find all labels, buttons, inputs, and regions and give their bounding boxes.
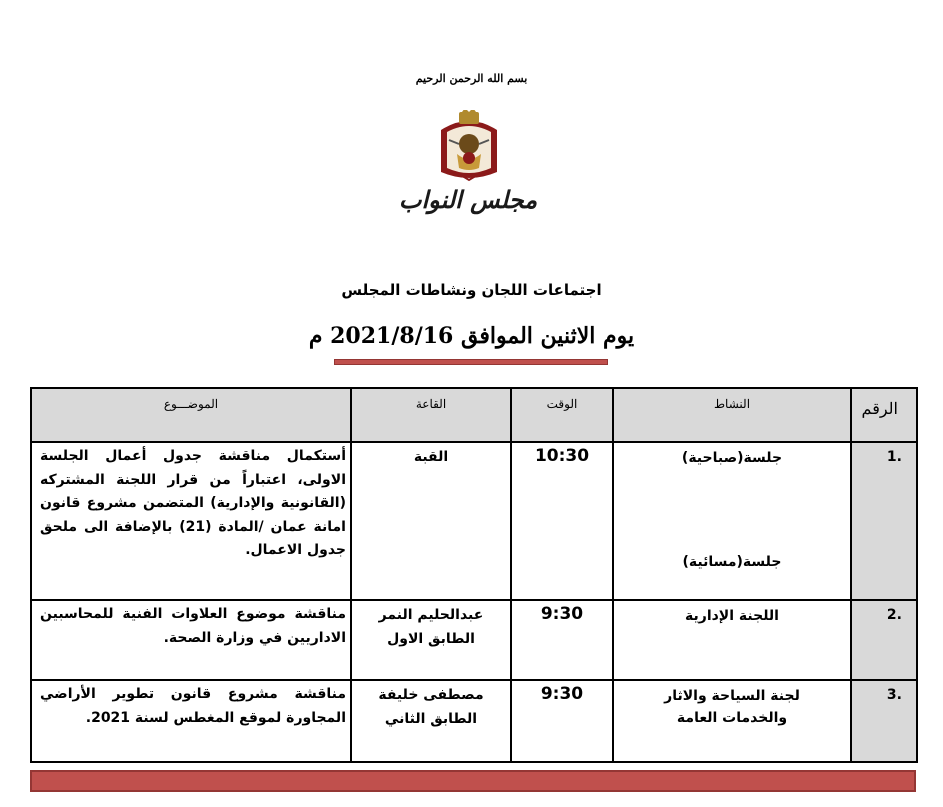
- activity-line: لجنة السياحة والاثار: [664, 688, 800, 704]
- activity-cell: [613, 442, 851, 600]
- column-header-hall: القاعة: [351, 388, 511, 442]
- subject-cell: أستكمال مناقشة جدول أعمال الجلسة الاولى، اعتباراً من قرار اللجنة المشتركه (القانونية والإدارية) المتضمن مشروع قانون امانة عمان /المادة (21) بالإضافة الى ملحق جدول الاعمال.: [31, 442, 351, 600]
- hall-line: عبدالحليم النمر: [378, 607, 484, 623]
- activity-line: جلسة(صباحية): [681, 450, 783, 466]
- table-row: [31, 442, 917, 600]
- date-underline-bar: [334, 359, 608, 365]
- basmala: بسم الله الرحمن الرحيم: [415, 72, 528, 85]
- time-cell: 10:30: [511, 442, 613, 600]
- date-heading: يوم الاثنين الموافق 2021/8/16 م: [308, 323, 635, 349]
- time-cell: 9:30: [511, 600, 613, 680]
- activity-line: اللجنة الإدارية: [685, 608, 779, 624]
- time-cell: 9:30: [511, 680, 613, 762]
- row-number: .1: [851, 442, 917, 600]
- hall-line: مصطفى خليفة: [378, 687, 484, 703]
- parliament-logo-text: مجلس النواب: [398, 185, 538, 214]
- activity-line: جلسة(مسائية): [682, 554, 782, 570]
- hall-cell: [351, 442, 511, 600]
- footer-bar: [30, 770, 916, 792]
- table-row: [31, 600, 917, 680]
- hall-line: القبة: [413, 449, 449, 465]
- column-header-time: الوقت: [511, 388, 613, 442]
- row-number: .2: [851, 600, 917, 680]
- subject-cell: مناقشة مشروع قانون تطوير الأراضي المجاورة لموقع المغطس لسنة 2021.: [31, 680, 351, 762]
- row-number: .3: [851, 680, 917, 762]
- coat-of-arms-emblem: [429, 110, 509, 186]
- hall-cell: [351, 680, 511, 762]
- subject-cell: مناقشة موضوع العلاوات الفنية للمحاسبين الاداريين في وزارة الصحة.: [31, 600, 351, 680]
- hall-line: الطابق الاول: [387, 631, 475, 647]
- activity-line: والخدمات العامة: [676, 710, 788, 726]
- page-title: اجتماعات اللجان ونشاطات المجلس: [341, 281, 602, 299]
- column-header-subject: الموضـــوع: [31, 388, 351, 442]
- hall-line: الطابق الثاني: [384, 711, 478, 727]
- column-header-number: الرقم: [851, 388, 917, 442]
- table-row: [31, 680, 917, 762]
- schedule-table: [30, 387, 918, 763]
- hall-cell: [351, 600, 511, 680]
- activity-cell: [613, 680, 851, 762]
- activity-cell: [613, 600, 851, 680]
- column-header-activity: النشاط: [613, 388, 851, 442]
- table-header-row: [31, 388, 917, 442]
